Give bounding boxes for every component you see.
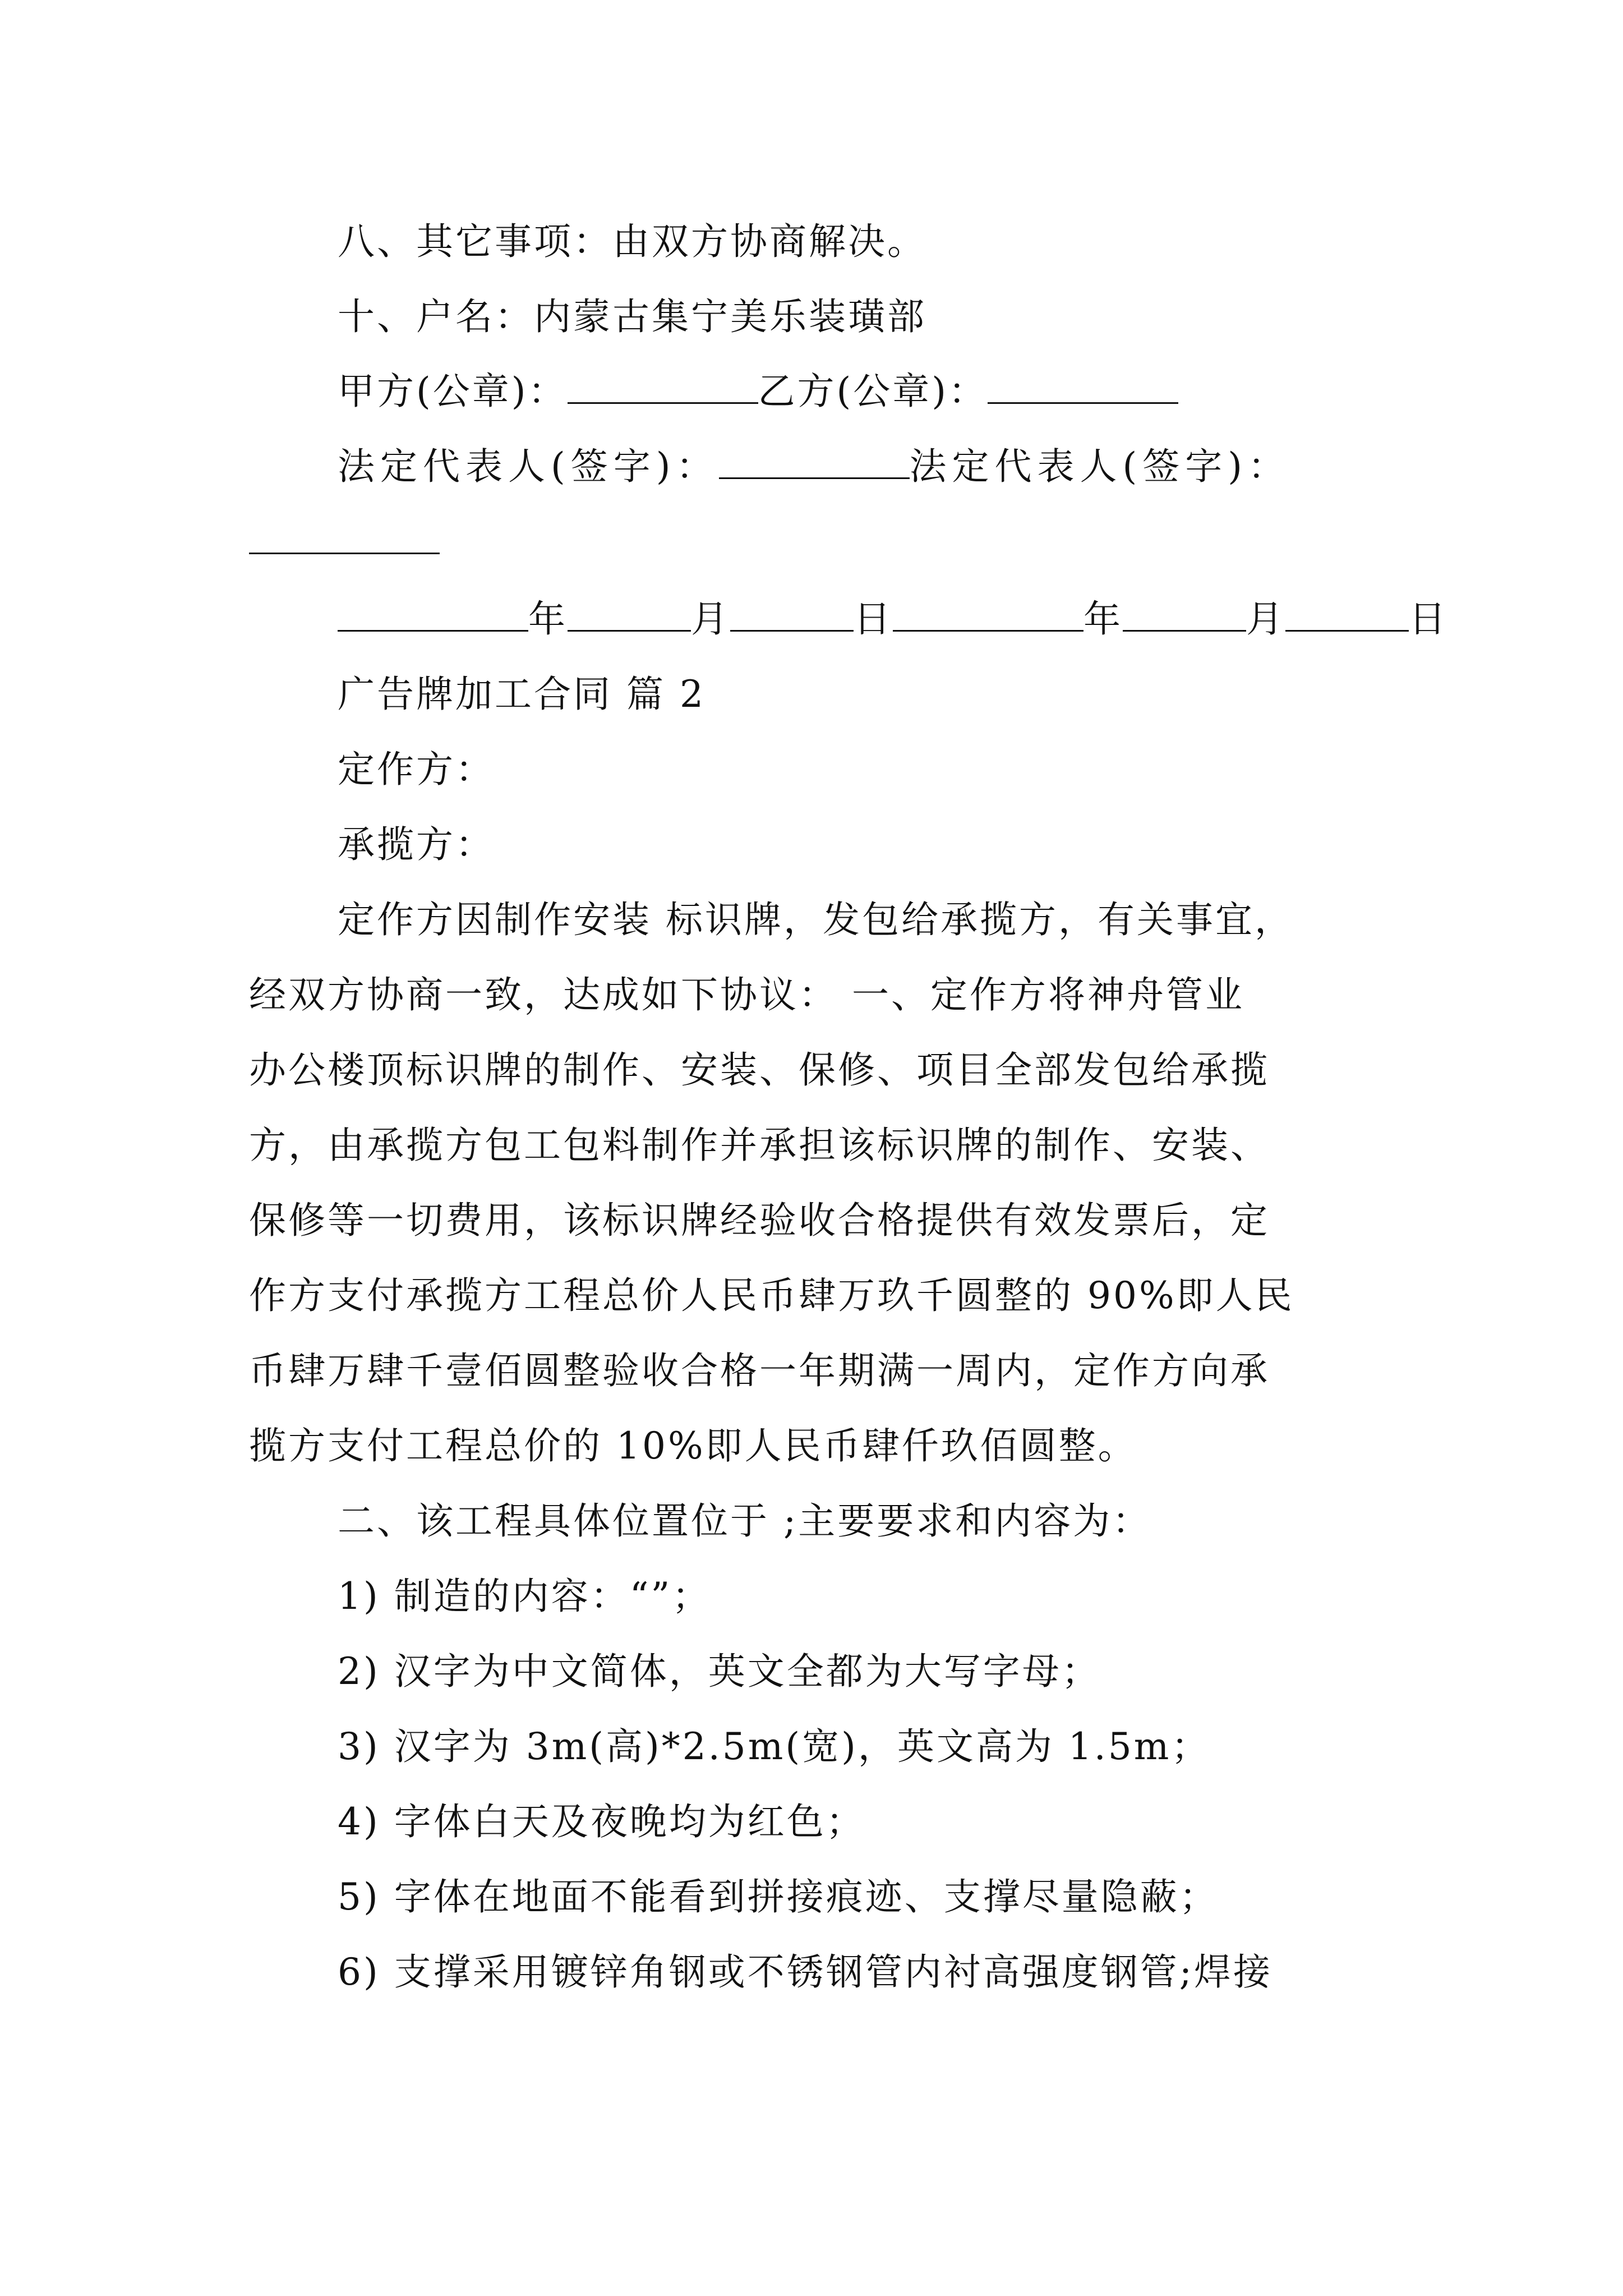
contractor-label: 承揽方：	[338, 823, 495, 866]
rep-b-blank	[249, 518, 440, 554]
body-line: 作方支付承揽方工程总价人民币肆万玖千圆整的 90%即人民	[249, 1274, 1294, 1317]
representative-line	[338, 442, 1290, 491]
date-a-year-label: 年	[528, 597, 568, 641]
date-a-year-blank	[338, 595, 528, 632]
date-b-day-blank	[1285, 595, 1409, 632]
date-b-month-label: 月	[1246, 597, 1285, 641]
party-a-seal-blank	[568, 367, 758, 404]
rep-a-blank	[719, 443, 910, 479]
date-line	[338, 595, 1448, 644]
requirement-item: 3) 汉字为 3m(高)*2.5m(宽)，英文高为 1.5m；	[338, 1725, 1211, 1768]
item-2-location: 二、该工程具体位置位于 ;主要要求和内容为：	[338, 1499, 1152, 1543]
date-b-year-label: 年	[1083, 597, 1123, 641]
item-10-account-name: 十、户名：内蒙古集宁美乐装璜部	[338, 295, 926, 338]
rep-a-label: 法定代表人(签字)：	[338, 445, 719, 488]
requirement-item: 1) 制造的内容：“”；	[338, 1575, 712, 1618]
body-line: 办公楼顶标识牌的制作、安装、保修、项目全部发包给承揽	[249, 1048, 1270, 1092]
date-b-month-blank	[1123, 595, 1246, 632]
body-line: 经双方协商一致，达成如下协议： 一、定作方将神舟管业	[249, 973, 1244, 1016]
section-heading: 广告牌加工合同 篇 2	[338, 673, 706, 716]
party-a-seal-label: 甲方(公章)：	[338, 370, 568, 413]
item-8-text: 八、其它事项：由双方协商解决。	[338, 220, 926, 263]
date-a-day-blank	[730, 595, 854, 632]
body-line: 方，由承揽方包工包料制作并承担该标识牌的制作、安装、	[249, 1124, 1270, 1167]
body-line: 揽方支付工程总价的 10%即人民币肆仟玖佰圆整。	[249, 1424, 1137, 1467]
date-a-month-label: 月	[691, 597, 730, 641]
party-b-seal-label: 乙方(公章)：	[758, 370, 988, 413]
date-b-day-label: 日	[1409, 597, 1448, 641]
requirement-item: 4) 字体白天及夜晚均为红色；	[338, 1800, 865, 1843]
body-line: 保修等一切费用，该标识牌经验收合格提供有效发票后，定	[249, 1199, 1270, 1242]
seal-line	[338, 367, 1178, 416]
rep-b-blank-line	[249, 517, 440, 567]
body-line: 定作方因制作安装 标识牌，发包给承揽方，有关事宜，	[338, 898, 1294, 941]
requirement-item: 2) 汉字为中文简体，英文全都为大写字母；	[338, 1650, 1101, 1693]
date-b-year-blank	[893, 595, 1083, 632]
date-a-day-label: 日	[854, 597, 893, 641]
date-a-month-blank	[568, 595, 691, 632]
body-line: 币肆万肆千壹佰圆整验收合格一年期满一周内，定作方向承	[249, 1349, 1270, 1392]
party-b-seal-blank	[988, 367, 1178, 404]
ordering-party-label: 定作方：	[338, 748, 495, 791]
requirement-item: 6) 支撑采用镀锌角钢或不锈钢管内衬高强度钢管;焊接	[338, 1950, 1272, 1994]
requirement-item: 5) 字体在地面不能看到拼接痕迹、支撑尽量隐蔽；	[338, 1875, 1219, 1918]
rep-b-label: 法定代表人(签字)：	[909, 445, 1290, 488]
